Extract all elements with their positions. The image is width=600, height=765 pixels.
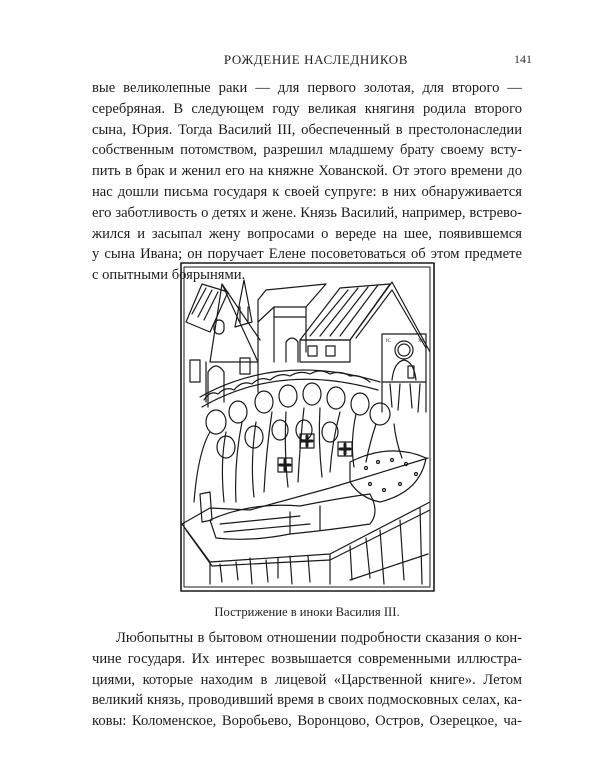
text-line: чине государя. Их интерес возвышается современными иллюстра- [92, 650, 522, 667]
bed-drawing [182, 458, 430, 584]
text-line: нас дошли письма государя к своей супруге: в них обнаруживается [92, 183, 522, 200]
text-line: с опытными боярынями. [92, 267, 246, 284]
text-line: ковы: Коломенское, Воробьево, Воронцово, Остров, Озерецкое, ча- [92, 713, 522, 730]
illustration-tonsure-of-vasily [180, 262, 436, 593]
paragraph-1 [92, 78, 522, 286]
crowd-drawing [194, 370, 426, 502]
text-line: жился и засыпал жену вопросами о вереде на шее, появившемся [92, 225, 522, 242]
svg-text:IC: IC [386, 339, 391, 344]
text-line: циями, которые находим в лицевой «Царственной книге». Летом [92, 671, 522, 688]
text-line: сына, Юрия. Тогда Василий III, обеспеченный в престолонаследии [92, 121, 522, 138]
figure-caption: Пострижение в иноки Василия III. [214, 605, 400, 619]
page-number: 141 [514, 52, 532, 66]
svg-text:XC: XC [418, 339, 425, 344]
paragraph-2 [92, 628, 522, 732]
buildings-drawing [186, 280, 430, 407]
text-line: собственным потомством, разрешил младшему брату своему всту- [92, 142, 522, 159]
text-line: великий князь, проводивший время в своих подмосковных селах, ка- [92, 692, 522, 709]
text-line: пить в брак и женил его на княжне Хованской. От этого времени до [92, 163, 522, 180]
text-line: серебряная. В следующем году великая княгиня родила второго [92, 100, 522, 117]
text-line: его заботливость о детях и жене. Князь Василий, например, встрево- [92, 204, 522, 221]
icon-of-christ-drawing [382, 334, 426, 412]
running-head [92, 52, 540, 70]
text-line: Любопытны в бытовом отношении подробности сказания о кон- [116, 630, 522, 646]
text-line: у сына Ивана; он поручает Елене посоветоваться об этом предмете [92, 246, 522, 263]
chapter-title: РОЖДЕНИЕ НАСЛЕДНИКОВ [223, 52, 409, 67]
text-line: вые великолепные раки — для первого золотая, для второго — [92, 80, 522, 96]
